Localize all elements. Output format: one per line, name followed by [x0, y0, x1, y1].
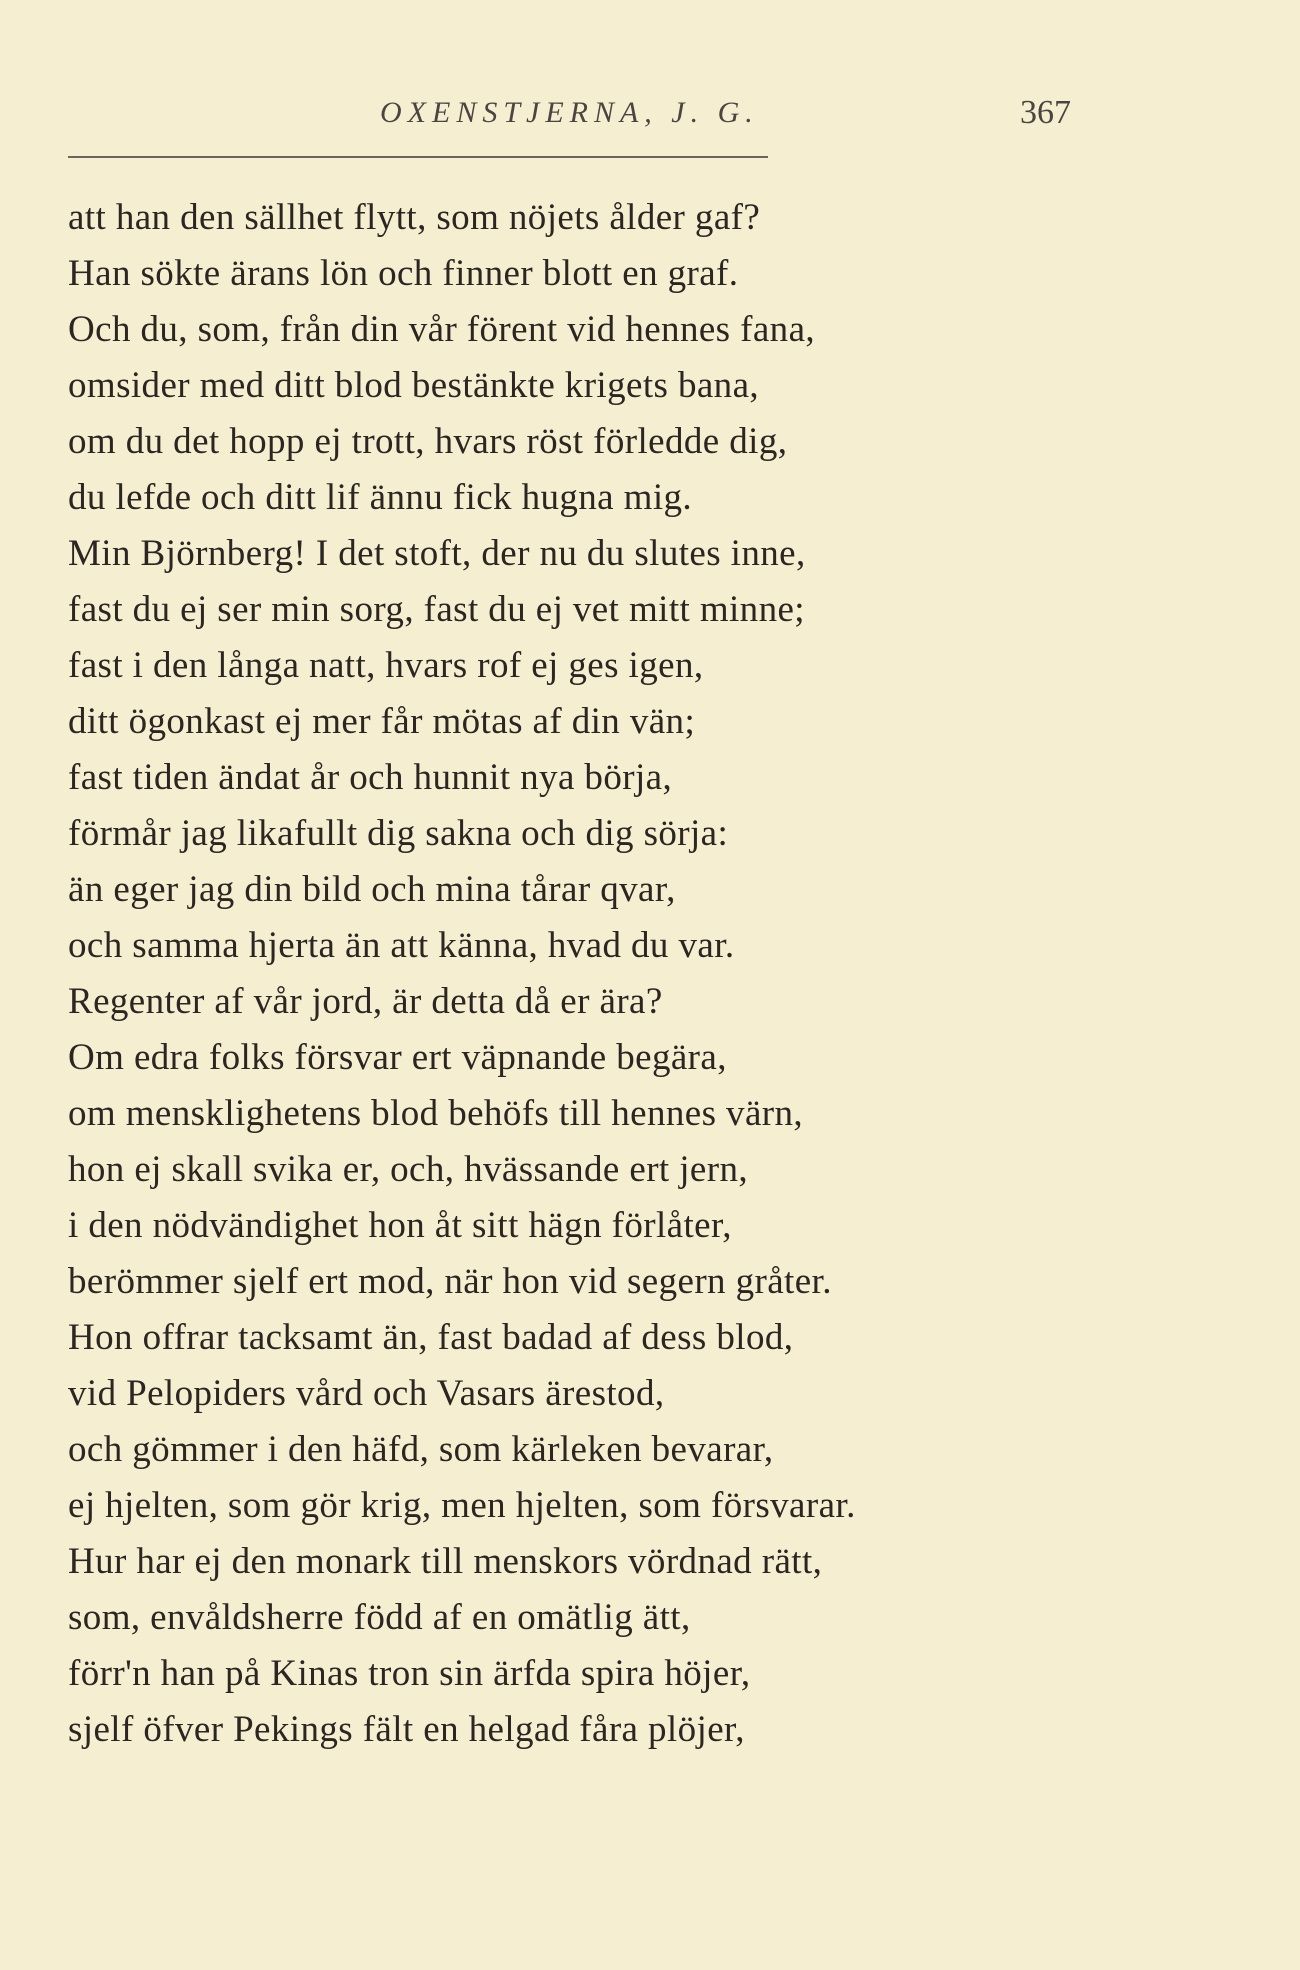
poem-line-1: att han den sällhet flytt, som nöjets ålder gaf? [68, 197, 761, 238]
poem-line-13: än eger jag din bild och mina tårar qvar, [68, 869, 676, 910]
poem-line-24: ej hjelten, som gör krig, men hjelten, som försvarar. [68, 1485, 856, 1526]
poem-line-5: om du det hopp ej trott, hvars röst förledde dig, [68, 421, 788, 462]
poem-line-22: vid Pelopiders vård och Vasars ärestod, [68, 1373, 665, 1414]
poem-line-6: du lefde och ditt lif ännu fick hugna mig. [68, 477, 693, 518]
poem-line-26: som, envåldsherre född af en omätlig ätt, [68, 1597, 691, 1638]
poem-line-9: fast i den långa natt, hvars rof ej ges igen, [68, 645, 704, 686]
poem-line-21: Hon offrar tacksamt än, fast badad af dess blod, [68, 1317, 794, 1358]
poem-line-16: Om edra folks försvar ert väpnande begära, [68, 1037, 727, 1078]
running-head: OXENSTJERNA, J. G. [380, 96, 759, 129]
poem-line-27: förr'n han på Kinas tron sin ärfda spira höjer, [68, 1653, 751, 1694]
poem-line-8: fast du ej ser min sorg, fast du ej vet mitt minne; [68, 589, 805, 630]
poem-line-11: fast tiden ändat år och hunnit nya börja, [68, 757, 673, 798]
poem-line-28: sjelf öfver Pekings fält en helgad fåra plöjer, [68, 1709, 745, 1750]
poem-line-18: hon ej skall svika er, och, hvässande ert jern, [68, 1149, 749, 1190]
page-number: 367 [1020, 94, 1071, 131]
poem-line-3: Och du, som, från din vår förent vid hennes fana, [68, 309, 816, 350]
poem-line-17: om mensklighetens blod behöfs till hennes värn, [68, 1093, 804, 1134]
poem-line-23: och gömmer i den häfd, som kärleken bevarar, [68, 1429, 774, 1470]
poem-line-2: Han sökte ärans lön och finner blott en graf. [68, 253, 739, 294]
poem-line-15: Regenter af vår jord, är detta då er ära? [68, 981, 663, 1022]
poem-line-19: i den nödvändighet hon åt sitt hägn förlåter, [68, 1205, 732, 1246]
poem-line-4: omsider med ditt blod bestänkte krigets bana, [68, 365, 760, 406]
poem-line-14: och samma hjerta än att känna, hvad du var. [68, 925, 735, 966]
header-rule [68, 156, 768, 158]
poem-line-25: Hur har ej den monark till menskors vördnad rätt, [68, 1541, 823, 1582]
poem-line-12: förmår jag likafullt dig sakna och dig sörja: [68, 813, 729, 854]
poem-text [68, 190, 1188, 1758]
poem-line-10: ditt ögonkast ej mer får mötas af din vän; [68, 701, 696, 742]
poem-line-7: Min Björnberg! I det stoft, der nu du slutes inne, [68, 533, 806, 574]
poem-line-20: berömmer sjelf ert mod, när hon vid segern gråter. [68, 1261, 832, 1302]
